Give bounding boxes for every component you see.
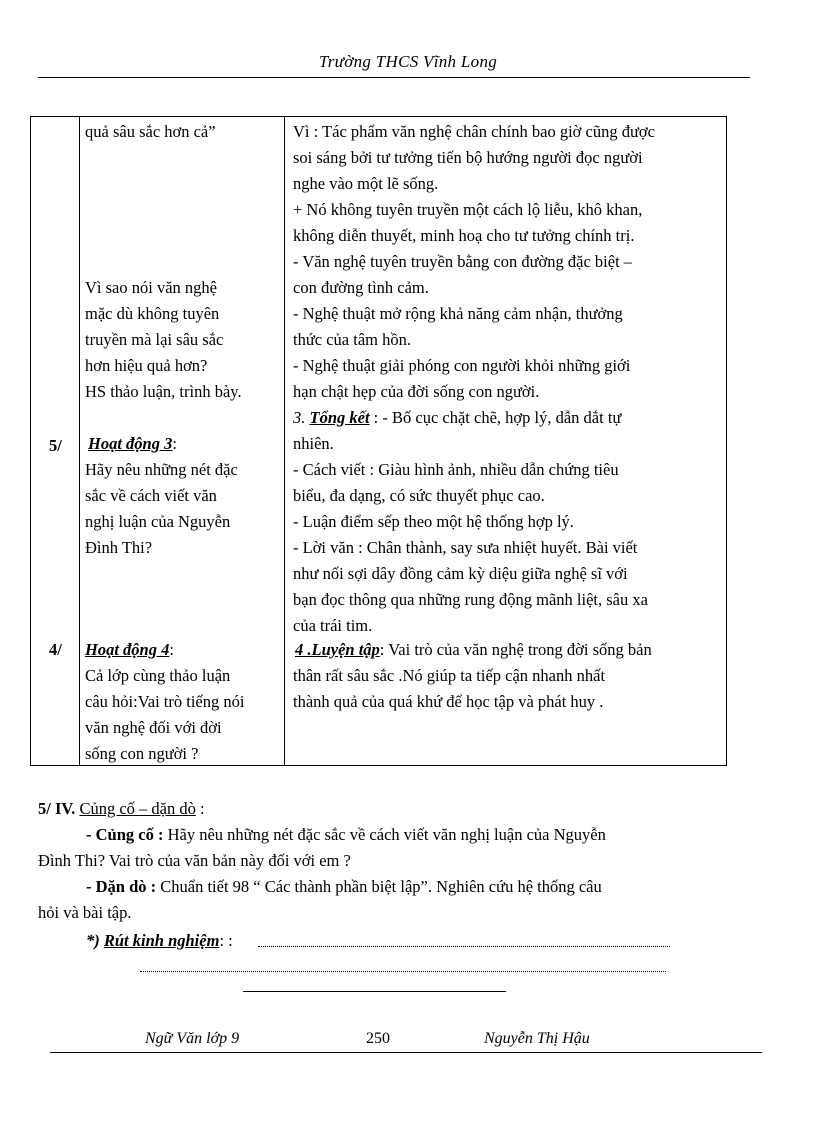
- activity-column: [80, 117, 285, 766]
- footer-author: Nguyễn Thị Hậu: [484, 1030, 590, 1047]
- content-line: - Lời văn : Chân thành, say sưa nhiệt huyết. Bài viết: [293, 538, 638, 557]
- content-line: nghe vào một lẽ sống.: [293, 174, 439, 193]
- question-line: truyền mà lại sâu sắc: [85, 330, 224, 349]
- content-line: biểu, đa dạng, có sức thuyết phục cao.: [293, 486, 545, 505]
- lesson-table: [30, 116, 727, 766]
- content-line: thân rất sâu sắc .Nó giúp ta tiếp cận nhanh nhất: [293, 666, 606, 685]
- question-line: mặc dù không tuyên: [85, 304, 220, 323]
- activity-3-line: sắc về cách viết văn: [85, 486, 217, 505]
- summary-rest: : - Bố cục chặt chẽ, hợp lý, dẫn dắt tự: [369, 408, 622, 427]
- content-line: Vì : Tác phẩm văn nghệ chân chính bao giờ cũng được: [293, 122, 655, 141]
- practice-heading: [295, 637, 652, 663]
- time-activity-4: 4/: [49, 640, 62, 659]
- content-line: thức của tâm hồn.: [293, 330, 411, 349]
- danndo-text: Chuẩn tiết 98 “ Các thành phần biệt lập”. Nghiên cứu hệ thống câu: [156, 877, 602, 896]
- content-line: nhiên.: [293, 434, 334, 453]
- consolidation-roman: IV.: [54, 799, 76, 818]
- footer-subject: Ngữ Văn lớp 9: [145, 1030, 240, 1047]
- experience-title: Rút kinh nghiệm: [103, 931, 220, 950]
- experience-colon: : :: [219, 931, 233, 950]
- summary-number: 3.: [293, 408, 310, 427]
- content-line: bạn đọc thông qua những rung động mãnh liệt, sâu xa: [293, 590, 648, 609]
- experience-dotted-line-2: [140, 961, 666, 972]
- practice-title: 4 .Luyện tập: [295, 640, 380, 659]
- activity-4-heading: [85, 637, 174, 663]
- footer-divider: [50, 1052, 762, 1053]
- experience-dotted-line: [258, 936, 670, 947]
- activity-3-colon: :: [172, 434, 177, 453]
- content-line: + Nó không tuyên truyền một cách lộ liễu, khô khan,: [293, 200, 643, 219]
- content-line: không diễn thuyết, minh hoạ cho tư tưởng chính trị.: [293, 226, 635, 245]
- activity-3-line: Đình Thi?: [85, 538, 153, 557]
- content-line: của trái tim.: [293, 616, 373, 635]
- question-line: hơn hiệu quả hơn?: [85, 356, 208, 375]
- consolidation-colon: :: [195, 799, 205, 818]
- page-number: 250: [366, 1030, 390, 1047]
- time-column: [31, 117, 80, 766]
- activity-4-line: sống con người ?: [85, 744, 199, 763]
- activity-4-line: văn nghệ đối với đời: [85, 718, 222, 737]
- activity-3-title: Hoạt động 3: [88, 434, 173, 453]
- question-line: Vì sao nói văn nghệ: [85, 278, 217, 297]
- activity-top-text: quả sâu sắc hơn cả”: [85, 122, 216, 141]
- school-header: Trường THCS Vĩnh Long: [318, 52, 498, 71]
- activity-3-line: nghị luận của Nguyễn: [85, 512, 231, 531]
- content-line: - Nghệ thuật giải phóng con người khỏi những giới: [293, 356, 631, 375]
- danndo-line-2: hỏi và bài tập.: [38, 903, 132, 922]
- content-line: - Văn nghệ tuyên truyền bằng con đường đặc biệt –: [293, 252, 633, 271]
- cungco-line-2: Đình Thi? Vai trò của văn bản này đối với em ?: [38, 851, 351, 870]
- content-line: như nối sợi dây đồng cảm kỳ diệu giữa nghệ sĩ với: [293, 564, 628, 583]
- question-line: HS thảo luận, trình bày.: [85, 382, 242, 401]
- header-divider: [38, 77, 750, 78]
- cungco-line: [86, 822, 786, 848]
- content-line: con đường tình cảm.: [293, 278, 429, 297]
- content-line: hạn chật hẹp của đời sống con người.: [293, 382, 540, 401]
- summary-heading: [293, 405, 621, 431]
- activity-3-line: Hãy nêu những nét đặc: [85, 460, 238, 479]
- content-line: - Cách viết : Giàu hình ảnh, nhiều dẫn chứng tiêu: [293, 460, 619, 479]
- danndo-line: [86, 874, 786, 900]
- activity-4-title: Hoạt động 4: [85, 640, 170, 659]
- content-column: [285, 117, 727, 766]
- content-line: - Nghệ thuật mở rộng khả năng cảm nhận, thưởng: [293, 304, 623, 323]
- section-separator: [243, 991, 506, 992]
- activity-4-line: Cả lớp cùng thảo luận: [85, 666, 231, 685]
- cungco-text: Hãy nêu những nét đặc sắc về cách viết văn nghị luận của Nguyễn: [163, 825, 606, 844]
- content-line: thành quả của quá khứ để học tập và phát huy .: [293, 692, 604, 711]
- consolidation-title: Củng cố – dặn dò: [79, 799, 196, 818]
- practice-rest: : Vai trò của văn nghệ trong đời sống bản: [379, 640, 652, 659]
- consolidation-heading: [38, 796, 738, 822]
- experience-prefix: *): [86, 931, 104, 950]
- content-line: soi sáng bởi tư tưởng tiến bộ hướng người đọc người: [293, 148, 643, 167]
- activity-4-line: câu hỏi:Vai trò tiếng nói: [85, 692, 245, 711]
- summary-title: Tổng kết: [309, 408, 370, 427]
- time-activity-3: 5/: [49, 436, 62, 455]
- danndo-label: - Dặn dò :: [86, 877, 157, 896]
- content-line: - Luận điểm sếp theo một hệ thống hợp lý.: [293, 512, 574, 531]
- activity-3-heading: [88, 431, 177, 457]
- cungco-label: - Củng cố :: [86, 825, 164, 844]
- activity-4-colon: :: [169, 640, 174, 659]
- consolidation-time: 5/: [38, 799, 51, 818]
